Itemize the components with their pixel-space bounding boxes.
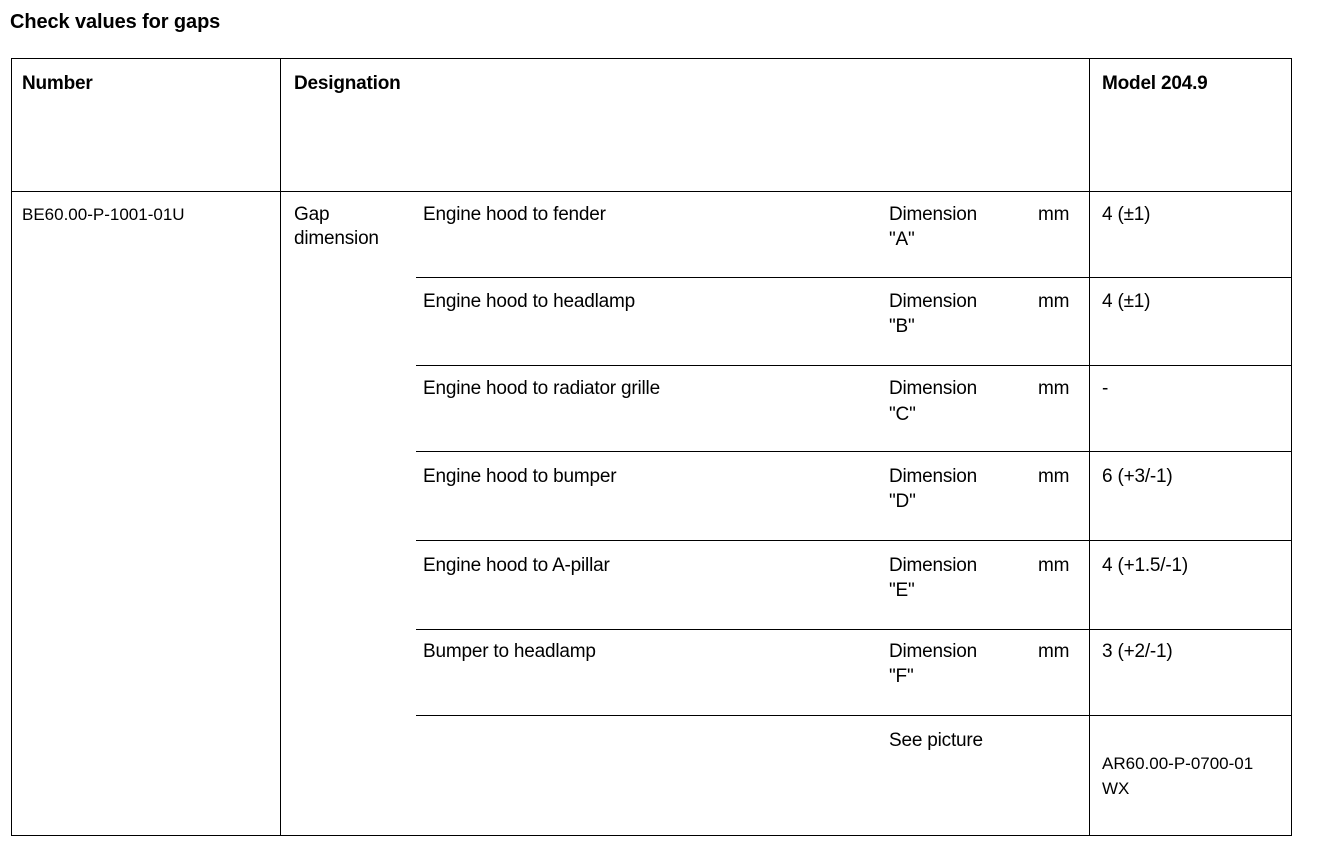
header-model: Model 204.9 — [1102, 73, 1208, 94]
row-divider — [416, 540, 1292, 541]
row-value: 4 (±1) — [1102, 204, 1151, 225]
table-border-left — [11, 58, 12, 836]
column-divider — [280, 58, 281, 836]
row-item: Engine hood to bumper — [423, 466, 617, 487]
row-dimension-code: "A" — [889, 229, 915, 250]
table-border-bottom — [11, 835, 1292, 836]
header-divider — [11, 191, 1292, 192]
row-unit: mm — [1038, 204, 1070, 225]
see-picture-label: See picture — [889, 730, 983, 751]
record-designation: Gap dimension — [294, 204, 379, 249]
row-item: Engine hood to A-pillar — [423, 555, 610, 576]
row-divider — [416, 451, 1292, 452]
gap-values-table — [11, 58, 1292, 836]
row-dimension-code: "C" — [889, 404, 916, 425]
row-unit: mm — [1038, 466, 1070, 487]
picture-reference: AR60.00-P-0700-01 — [1102, 754, 1254, 773]
row-item: Engine hood to radiator grille — [423, 378, 660, 399]
row-dimension-label: Dimension — [889, 291, 977, 312]
row-unit: mm — [1038, 291, 1070, 312]
header-number: Number — [22, 73, 93, 94]
page-title: Check values for gaps — [10, 11, 221, 33]
row-dimension-code: "D" — [889, 491, 916, 512]
row-value: - — [1102, 378, 1109, 399]
row-dimension-code: "B" — [889, 316, 915, 337]
row-item: Engine hood to headlamp — [423, 291, 635, 312]
picture-reference-suffix: WX — [1102, 779, 1130, 798]
row-divider — [416, 715, 1292, 716]
row-value: 6 (+3/-1) — [1102, 466, 1173, 487]
row-dimension-label: Dimension — [889, 378, 977, 399]
row-value: 4 (±1) — [1102, 291, 1151, 312]
row-divider — [416, 629, 1292, 630]
row-dimension-label: Dimension — [889, 641, 977, 662]
row-dimension-label: Dimension — [889, 204, 977, 225]
column-divider — [1089, 58, 1090, 836]
row-value: 4 (+1.5/-1) — [1102, 555, 1188, 576]
record-number: BE60.00-P-1001-01U — [22, 205, 185, 224]
row-divider — [416, 365, 1292, 366]
row-unit: mm — [1038, 555, 1070, 576]
row-dimension-code: "F" — [889, 666, 914, 687]
row-divider — [416, 277, 1292, 278]
row-dimension-code: "E" — [889, 580, 915, 601]
row-unit: mm — [1038, 641, 1070, 662]
row-dimension-label: Dimension — [889, 555, 977, 576]
row-dimension-label: Dimension — [889, 466, 977, 487]
row-item: Engine hood to fender — [423, 204, 606, 225]
table-border-right — [1291, 58, 1292, 836]
row-value: 3 (+2/-1) — [1102, 641, 1173, 662]
header-designation: Designation — [294, 73, 401, 94]
row-item: Bumper to headlamp — [423, 641, 596, 662]
row-unit: mm — [1038, 378, 1070, 399]
table-border-top — [11, 58, 1292, 59]
